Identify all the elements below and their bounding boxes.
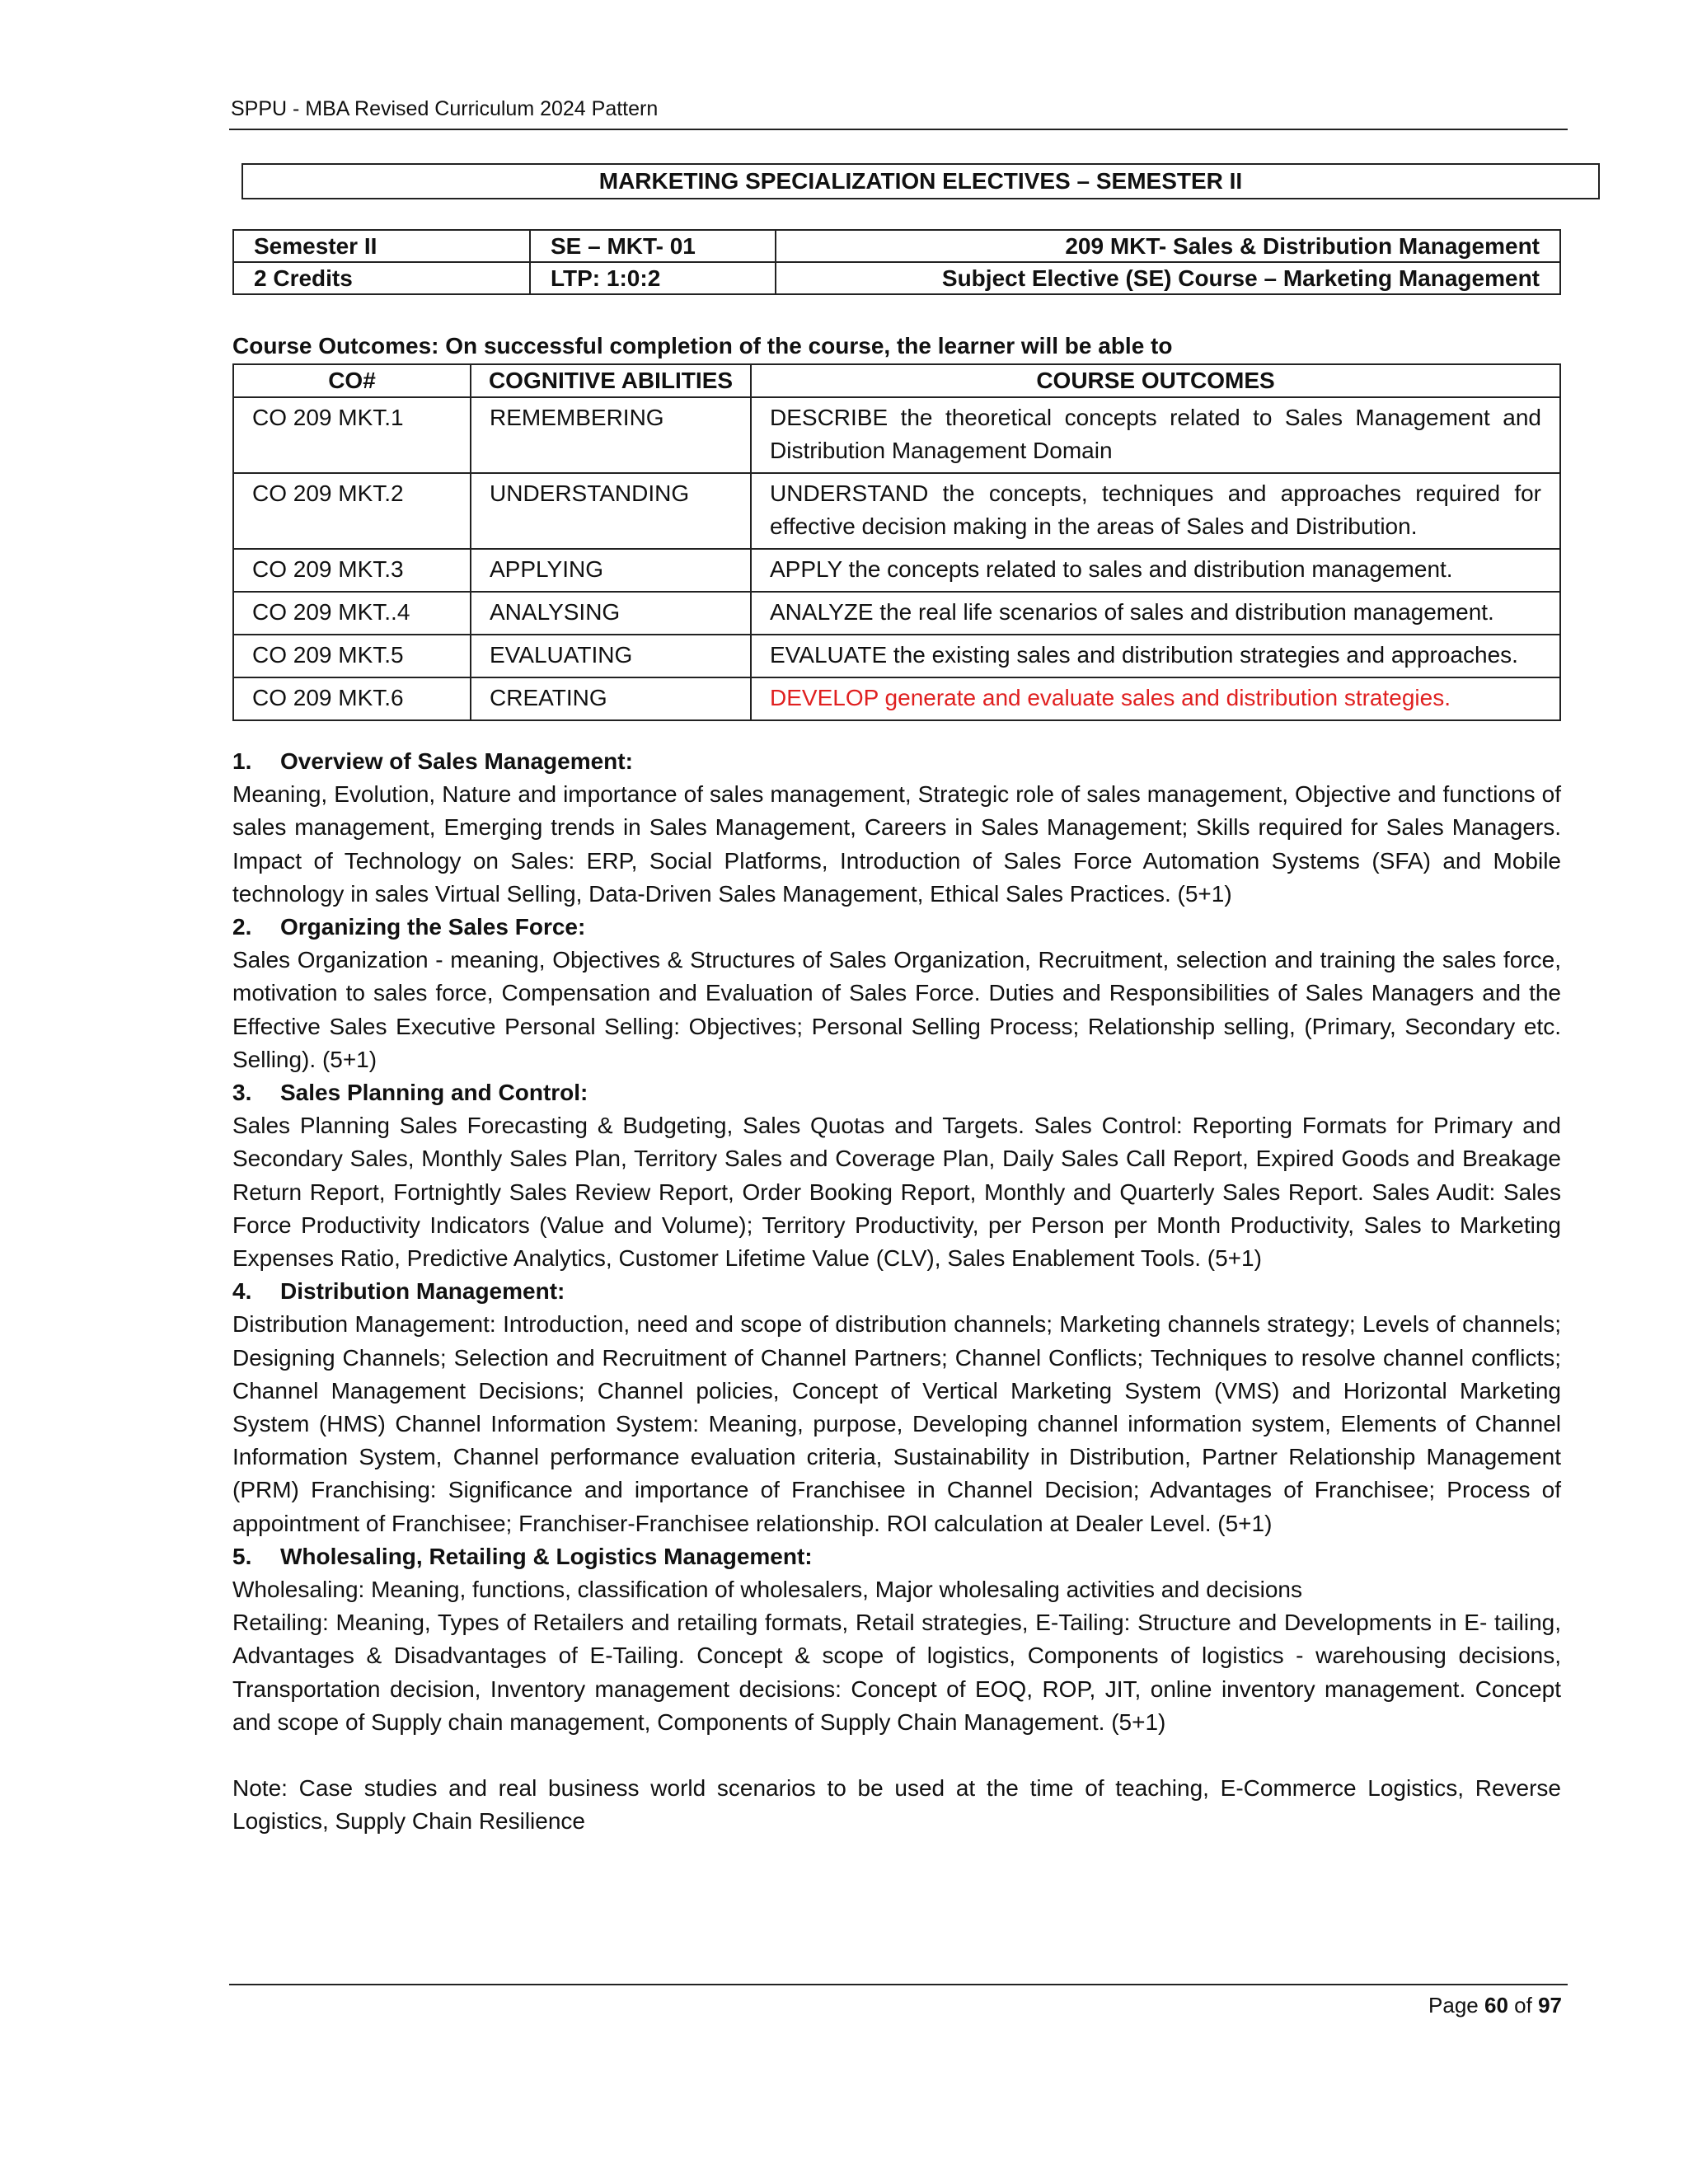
course-outcomes-table [232,363,1561,721]
table-row [233,262,1560,294]
section-heading-title: Wholesaling, Retailing & Logistics Management: [280,1543,813,1569]
total-pages-number: 97 [1538,1993,1562,2018]
section-number: 2. [232,914,252,940]
course-code-cell: SE – MKT- 01 [530,230,776,262]
semester-cell: Semester II [233,230,530,262]
section-heading [232,1275,1561,1308]
table-row [233,473,1560,549]
table-row [233,549,1560,592]
ability-cell: ANALYSING [471,592,751,635]
current-page-number: 60 [1484,1993,1508,2018]
section-heading [232,1076,1561,1109]
outcome-cell: ANALYZE the real life scenarios of sales and distribution management. [751,592,1560,635]
teaching-note: Note: Case studies and real business world scenarios to be used at the time of teaching, E-Commerce Logistics, Reverse Logistics, Supply Chain Resilience [232,1775,1561,1835]
course-type-cell: Subject Elective (SE) Course – Marketing Management [776,262,1560,294]
section-heading-title: Distribution Management: [280,1278,565,1305]
ability-cell: APPLYING [471,549,751,592]
table-header-row [233,364,1560,397]
section-heading-title: Organizing the Sales Force: [280,914,586,940]
section-heading [232,911,1561,944]
section-number: 1. [232,748,252,774]
section-body: Sales Planning Sales Forecasting & Budgeting, Sales Quotas and Targets. Sales Control: Reporting Formats for Primary and Secondary Sales, Monthly Sales Plan, Territory Sales and Coverage Plan, Daily Sales Call Report, Expired Goods and Breakage Return Report, Fortnightly Sales Review Report, Order Booking Report, Monthly and Quarterly Sales Report. Sales Audit: Sales Force Productivity Indicators (Value and Volume); Territory Productivity, per Person per Month Productivity, Sales to Marketing Expenses Ratio, Predictive Analytics, Customer Lifetime Value (CLV), Sales Enablement Tools. (5+1) [232,1113,1561,1272]
running-header: SPPU - MBA Revised Curriculum 2024 Pattern [231,97,659,120]
section-number: 5. [232,1543,252,1569]
outcome-cell: EVALUATE the existing sales and distribution strategies and approaches. [751,635,1560,677]
ability-cell: CREATING [471,677,751,720]
table-row [233,230,1560,262]
co-id-cell: CO 209 MKT.6 [233,677,471,720]
ability-cell: EVALUATING [471,635,751,677]
section-number: 3. [232,1080,252,1106]
co-id-cell: CO 209 MKT..4 [233,592,471,635]
section-title: MARKETING SPECIALIZATION ELECTIVES – SEMESTER II [241,163,1600,199]
table-row [233,592,1560,635]
co-id-cell: CO 209 MKT.1 [233,397,471,473]
credits-cell: 2 Credits [233,262,530,294]
of-label: of [1514,1993,1532,2018]
column-header: COGNITIVE ABILITIES [471,364,751,397]
section-body: Distribution Management: Introduction, need and scope of distribution channels; Marketing channels strategy; Levels of channels; Designing Channels; Selection and Recruitment of Channel Partners; Channel Conflicts; Techniques to resolve channel conflicts; Channel Management Decisions; Channel policies, Concept of Vertical Marketing System (VMS) and Horizontal Marketing System (HMS) Channel Information System: Meaning, purpose, Developing channel information system, Elements of Channel Information System, Channel performance evaluation criteria, Sustainability in Distribution, Partner Relationship Management (PRM) Franchising: Significance and importance of Franchisee in Channel Decision; Advantages of Franchisee; Process of appointment of Franchisee; Franchiser-Franchisee relationship. ROI calculation at Dealer Level. (5+1) [232,1311,1561,1536]
section-heading [232,1540,1561,1573]
section-body: Retailing: Meaning, Types of Retailers and retailing formats, Retail strategies, E-Tailing: Structure and Developments in E- tailing, Advantages & Disadvantages of E-Tailing. Concept & scope of logistics, Components of logistics - warehousing decisions, Transportation decision, Inventory management decisions: Concept of EOQ, ROP, JIT, online inventory management. Concept and scope of Supply chain management, Components of Supply Chain Management. (5+1) [232,1610,1561,1735]
course-info-table [232,229,1561,295]
course-name-cell: 209 MKT- Sales & Distribution Management [776,230,1560,262]
page-label: Page [1428,1993,1479,2018]
outcome-cell: DESCRIBE the theoretical concepts related to Sales Management and Distribution Management Domain [751,397,1560,473]
co-id-cell: CO 209 MKT.2 [233,473,471,549]
course-outcomes-heading: Course Outcomes: On successful completion of the course, the learner will be able to [232,333,1173,359]
section-body: Meaning, Evolution, Nature and importance of sales management, Strategic role of sales management, Objective and functions of sales management, Emerging trends in Sales Management, Careers in Sales Management; Skills required for Sales Managers. Impact of Technology on Sales: ERP, Social Platforms, Introduction of Sales Force Automation Systems (SFA) and Mobile technology in sales Virtual Selling, Data-Driven Sales Management, Ethical Sales Practices. (5+1) [232,781,1561,907]
section-body: Wholesaling: Meaning, functions, classification of wholesalers, Major wholesaling activities and decisions [232,1577,1302,1603]
section-heading [232,745,1561,778]
ability-cell: REMEMBERING [471,397,751,473]
section-heading-title: Sales Planning and Control: [280,1080,588,1106]
page-number-footer [1428,1993,1562,2018]
column-header: CO# [233,364,471,397]
outcome-cell: APPLY the concepts related to sales and distribution management. [751,549,1560,592]
table-row [233,397,1560,473]
co-id-cell: CO 209 MKT.5 [233,635,471,677]
table-row [233,635,1560,677]
ability-cell: UNDERSTANDING [471,473,751,549]
syllabus-content [232,745,1561,1839]
footer-divider [229,1984,1568,1985]
header-divider [229,129,1568,130]
ltp-cell: LTP: 1:0:2 [530,262,776,294]
spacer [232,1739,1561,1772]
outcome-cell-highlighted: DEVELOP generate and evaluate sales and distribution strategies. [751,677,1560,720]
column-header: COURSE OUTCOMES [751,364,1560,397]
co-id-cell: CO 209 MKT.3 [233,549,471,592]
table-row [233,677,1560,720]
section-heading-title: Overview of Sales Management: [280,748,633,774]
section-body: Sales Organization - meaning, Objectives & Structures of Sales Organization, Recruitment, selection and training the sales force, motivation to sales force, Compensation and Evaluation of Sales Force. Duties and Responsibilities of Sales Managers and the Effective Sales Executive Personal Selling: Objectives; Personal Selling Process; Relationship selling, (Primary, Secondary etc. Selling). (5+1) [232,947,1561,1072]
outcome-cell: UNDERSTAND the concepts, techniques and approaches required for effective decision making in the areas of Sales and Distribution. [751,473,1560,549]
section-number: 4. [232,1278,252,1305]
